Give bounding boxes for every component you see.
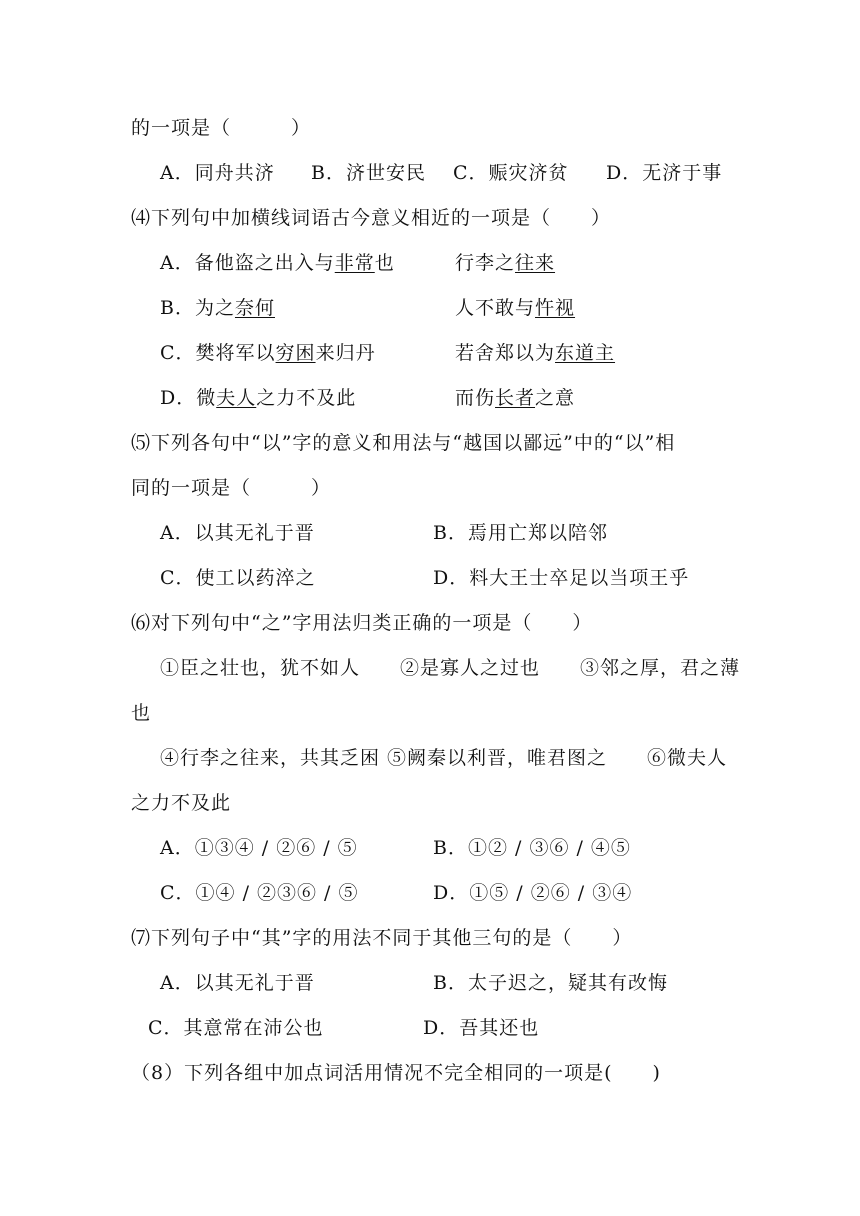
- text: D．微: [160, 387, 217, 409]
- option-b: B．太子迟之，疑其有改悔: [433, 972, 668, 994]
- option-d: D．①⑤ / ②⑥ / ③④: [433, 882, 633, 904]
- text: C．樊将军以: [160, 342, 276, 364]
- underlined-word: 往来: [515, 252, 556, 274]
- option-d: D．吾其还也: [423, 1017, 540, 1039]
- option-right: [455, 296, 575, 320]
- text: 之力不及此: [256, 387, 357, 409]
- option-a: A．以其无礼于晋: [160, 522, 315, 544]
- underlined-word: 忤视: [535, 297, 576, 319]
- underlined-word: 东道主: [555, 342, 616, 364]
- option-right: [455, 386, 575, 410]
- q6-sentences-2: ④行李之往来，共其乏困 ⑤阙秦以利晋，唯君图之 ⑥微夫人: [160, 747, 728, 769]
- option-c: C．①④ / ②③⑥ / ⑤: [160, 882, 359, 904]
- option-a: A．以其无礼于晋: [160, 972, 315, 994]
- text: 来归丹: [315, 342, 376, 364]
- underlined-word: 夫人: [216, 387, 257, 409]
- question-5-stem: ⑸下列各句中“以”字的意义和用法与“越国以鄙远”中的“以”相: [131, 432, 676, 454]
- text: B．为之: [160, 297, 235, 319]
- q6-sentences-1-cont: 也: [131, 702, 152, 724]
- option-b: B．①② / ③⑥ / ④⑤: [433, 837, 631, 859]
- question-6-stem: ⑹对下列句中“之”字用法归类正确的一项是（ ）: [131, 612, 593, 634]
- text: 行李之: [455, 252, 516, 274]
- option-b: B．焉用亡郑以陪邻: [433, 522, 608, 544]
- text-line: 的一项是（ ）: [131, 117, 312, 139]
- text: 之意: [535, 387, 576, 409]
- option-a: A．同舟共济: [160, 162, 275, 184]
- question-5-stem-cont: 同的一项是（ ）: [131, 477, 332, 499]
- option-c: C．赈灾济贫: [453, 162, 569, 184]
- text: 人不敢与: [455, 297, 536, 319]
- q6-sentences-1: ①臣之壮也，犹不如人 ②是寡人之过也 ③邻之厚，君之薄: [160, 657, 741, 679]
- option-right: [455, 341, 615, 365]
- option-c: C．使工以药淬之: [160, 567, 316, 589]
- option-left: [160, 341, 376, 365]
- underlined-word: 非常: [334, 252, 375, 274]
- option-left: [160, 296, 275, 320]
- question-7-stem: ⑺下列句子中“其”字的用法不同于其他三句的是（ ）: [131, 927, 633, 949]
- option-left: [160, 386, 356, 410]
- text: A．备他盗之出入与: [160, 252, 335, 274]
- option-b: B．济世安民: [311, 162, 426, 184]
- question-4-stem: ⑷下列句中加横线词语古今意义相近的一项是（ ）: [131, 207, 612, 229]
- underlined-word: 长者: [495, 387, 536, 409]
- underlined-word: 奈何: [234, 297, 275, 319]
- text: 也: [374, 252, 395, 274]
- question-8-stem: （8）下列各组中加点词活用情况不完全相同的一项是( ): [131, 1062, 661, 1084]
- text: 而伤: [455, 387, 496, 409]
- text: 若舍郑以为: [455, 342, 556, 364]
- underlined-word: 穷困: [275, 342, 316, 364]
- option-d: D．无济于事: [606, 162, 723, 184]
- option-c: C．其意常在沛公也: [148, 1017, 324, 1039]
- option-left: [160, 251, 395, 275]
- option-right: [455, 251, 555, 275]
- option-a: A．①③④ / ②⑥ / ⑤: [160, 837, 358, 859]
- option-d: D．料大王士卒足以当项王乎: [433, 567, 690, 589]
- q6-sentences-2-cont: 之力不及此: [131, 792, 232, 814]
